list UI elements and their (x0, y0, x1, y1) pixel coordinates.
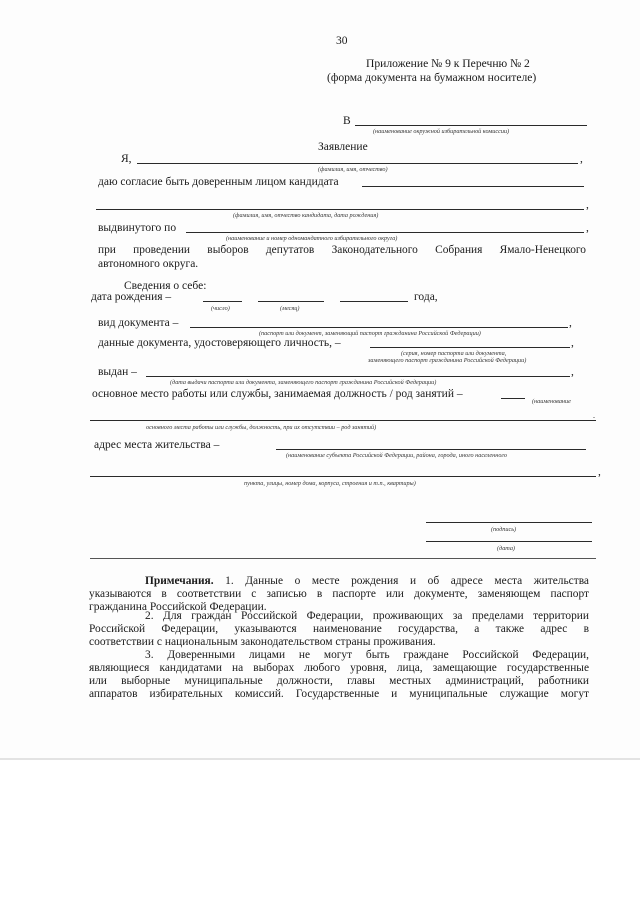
comma: , (571, 337, 574, 349)
period: . (593, 411, 595, 420)
doc-type-field-line (190, 327, 568, 328)
caption-doc-type: (паспорт или документ, заменяющий паспорт гражданина Российской Федерации) (259, 330, 481, 337)
note-2-line-3: соответствии с национальным законодательством страны проживания. (89, 636, 436, 648)
caption-issued: (дата выдачи паспорта или документа, заменяющего паспорт гражданина Российской Федерации) (170, 379, 437, 386)
note-3-line-4: аппаратов избирательных комиссий. Государственные и муниципальные служащие могут (89, 688, 589, 700)
caption-work-a: (наименование (532, 398, 571, 405)
caption-candidate: (фамилия, имя, отчество кандидата, дата рождения) (233, 212, 379, 219)
birth-label: дата рождения – (91, 291, 172, 303)
issued-field-line (146, 376, 570, 377)
i-prefix: Я, (121, 153, 132, 165)
doc-type-label: вид документа – (98, 317, 179, 329)
caption-commission: (наименование окружной избирательной комиссии) (373, 128, 510, 135)
work-field-line-1 (501, 398, 525, 399)
appendix-line-2: (форма документа на бумажном носителе) (327, 71, 537, 84)
comma: , (586, 222, 589, 234)
elections-line-1: при проведении выборов депутатов Законодательного Собрания Ямало-Ненецкого (98, 244, 586, 256)
document-title: Заявление (318, 141, 368, 153)
comma: , (569, 317, 572, 329)
fio-field-line (137, 163, 578, 164)
caption-day: (число) (211, 305, 230, 312)
caption-month: (месяц) (280, 305, 300, 312)
note-1-line-2: указываются в соответствии с записью в паспорте или документе, заменяющем паспорт (89, 588, 589, 600)
note-1-line-3: гражданина Российской Федерации. (89, 601, 267, 613)
birth-day-line (203, 301, 242, 302)
district-field-line (186, 232, 584, 233)
candidate-field-line-1 (362, 186, 584, 187)
elections-line-2: автономного округа. (98, 258, 199, 270)
commission-field-line (355, 125, 587, 126)
caption-fio: (фамилия, имя, отчество) (318, 166, 388, 173)
signature-line (426, 522, 592, 523)
caption-signature: (подпись) (491, 526, 517, 533)
to-prefix: В (343, 115, 351, 127)
comma: , (586, 199, 589, 211)
caption-date: (дата) (497, 545, 515, 552)
issued-label: выдан – (98, 366, 137, 378)
work-field-line-2 (90, 420, 596, 421)
caption-district: (наименование и номер одномандатного избирательного округа) (226, 235, 398, 242)
appendix-line-1: Приложение № 9 к Перечню № 2 (366, 57, 530, 70)
doc-data-label: данные документа, удостоверяющего личность, – (98, 337, 341, 349)
caption-doc-series-1: (серия, номер паспорта или документа, (401, 350, 507, 357)
address-field-line-2 (90, 476, 596, 477)
address-label: адрес места жительства – (94, 439, 220, 451)
work-label: основное место работы или службы, занимаемая должность / род занятий – (92, 388, 463, 400)
date-line (426, 541, 592, 542)
comma: , (580, 153, 583, 165)
comma: , (571, 366, 574, 378)
caption-address-a: (наименование субъекта Российской Федерации, района, города, иного населенного (286, 452, 507, 459)
doc-data-field-line (370, 347, 570, 348)
separator-line (90, 558, 596, 559)
caption-doc-series-2: заменяющего паспорт гражданина Российской Федерации) (368, 357, 527, 364)
notes-heading: Примечания. (145, 575, 214, 587)
note-3-line-3: или выборные муниципальные должности, главы местных администраций, работники (89, 675, 589, 687)
page-edge (0, 758, 640, 760)
birth-year-line (340, 301, 408, 302)
consent-text: даю согласие быть доверенным лицом кандидата (98, 176, 339, 188)
comma: , (598, 466, 601, 478)
caption-work-b: основного места работы или службы, должность, при их отсутствии – род занятий) (146, 424, 377, 431)
note-2-line-2: Российской Федерации, указываются наименование государства, а также адрес в (89, 623, 589, 635)
candidate-field-line-2 (96, 209, 584, 210)
note-1-text: 1. Данные о месте рождения и об адресе места жительства (225, 575, 589, 587)
note-3-line-2: являющиеся кандидатами на выборах любого уровня, лица, замещающие государственные (89, 662, 589, 674)
note-1-line-1 (145, 575, 589, 588)
note-3-line-1: 3. Доверенными лицами не могут быть граждане Российской Федерации, (145, 649, 589, 661)
nominated-text: выдвинутого по (98, 222, 177, 234)
birth-month-line (258, 301, 324, 302)
page-number: 30 (336, 35, 348, 47)
year-label: года, (414, 291, 438, 303)
about-title: Сведения о себе: (124, 280, 207, 292)
address-field-line-1 (276, 449, 586, 450)
caption-address-b: пункта, улицы, номер дома, корпуса, строения и т.п., квартиры) (244, 480, 416, 487)
note-2-line-1: 2. Для граждан Российской Федерации, проживающих за пределами территории (145, 610, 589, 622)
